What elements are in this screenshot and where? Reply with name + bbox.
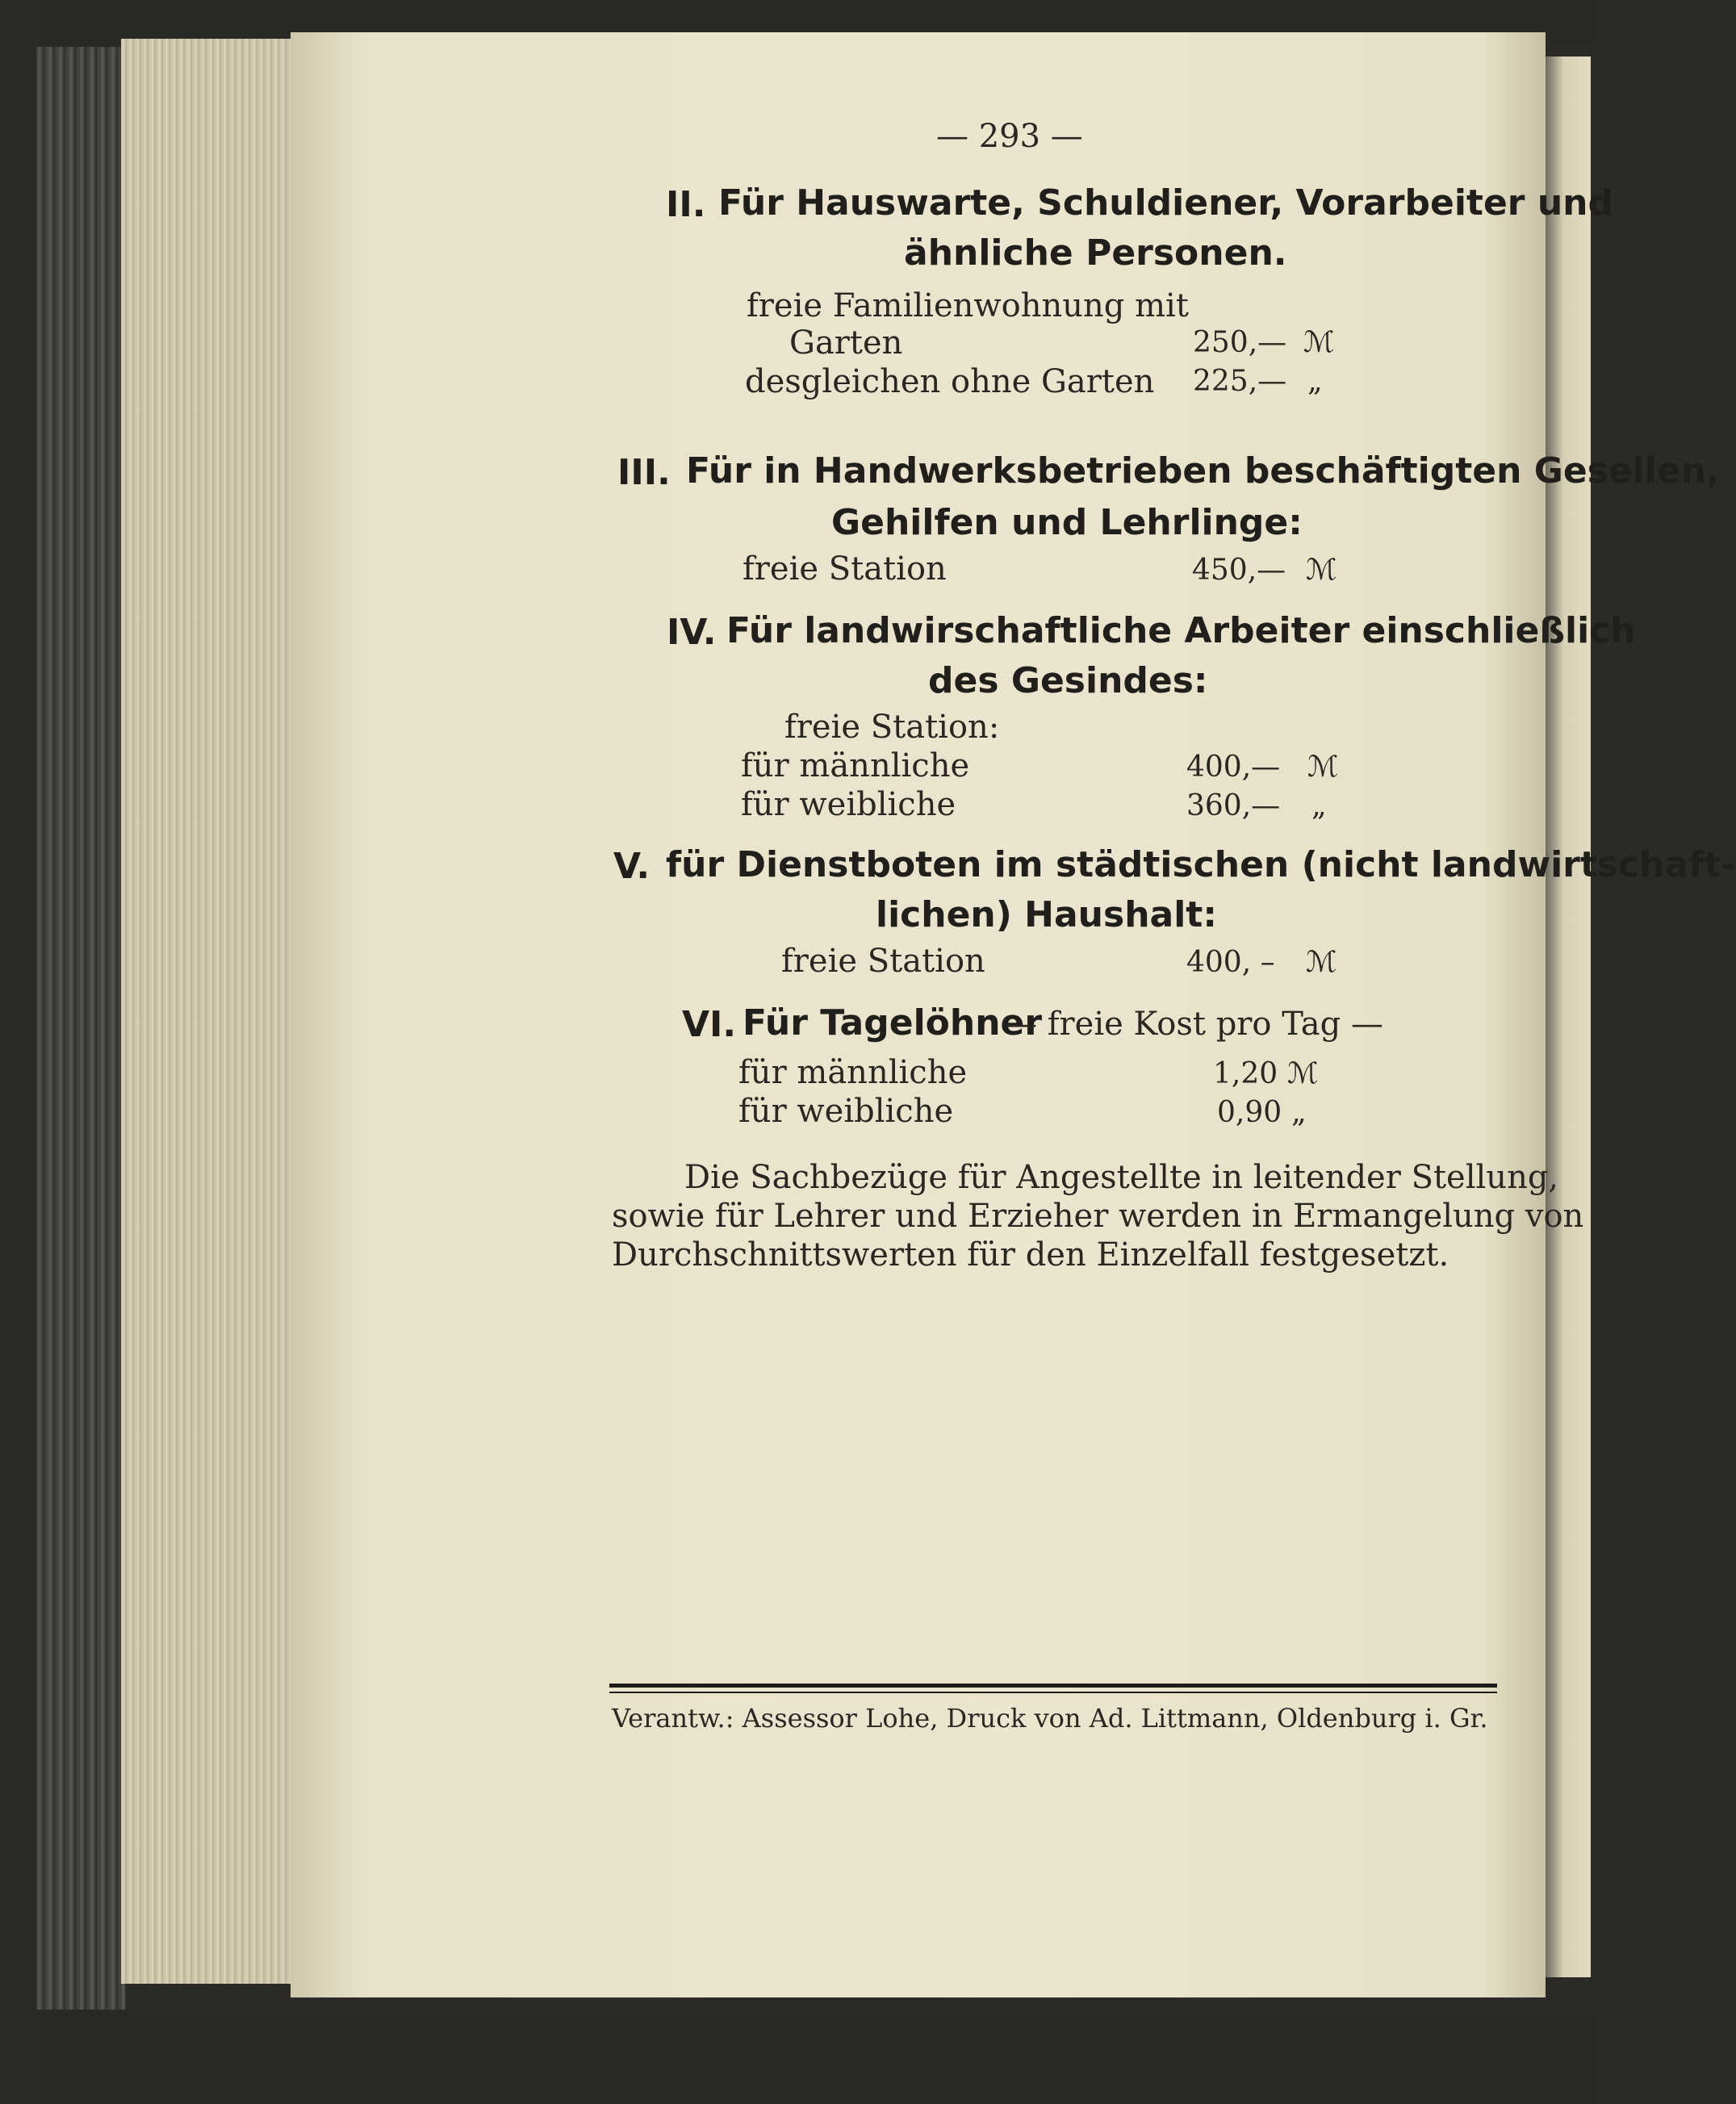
section-numeral: III. (617, 452, 671, 493)
ditto-mark: „ (1311, 789, 1327, 822)
item-amount: 0,90 (1217, 1096, 1282, 1129)
section-title-line: ähnliche Personen. (904, 232, 1287, 274)
item-label: desgleichen ohne Garten (745, 363, 1155, 400)
item-amount: 450,— (1192, 554, 1286, 587)
item-amount: 400,— (1186, 751, 1281, 784)
mark-symbol: ℳ (1306, 946, 1337, 979)
section-title-suffix: — freie Kost pro Tag — (1005, 1006, 1383, 1043)
section-numeral: VI. (682, 1004, 737, 1045)
facing-page-edge (1546, 56, 1591, 1977)
page-edges (121, 39, 315, 1984)
section-title-line: Für Tagelöhner (743, 1002, 1043, 1044)
footer-rule (609, 1684, 1497, 1688)
item-amount: 1,20 (1213, 1057, 1278, 1090)
item-label: für weibliche (741, 786, 956, 823)
mark-symbol: ℳ (1287, 1057, 1319, 1090)
item-label: für männliche (741, 747, 970, 784)
section-title-line: Für landwirschaftliche Arbeiter einschließlich (726, 610, 1636, 651)
printer-imprint: Verantw.: Assessor Lohe, Druck von Ad. Littmann, Oldenburg i. Gr. (612, 1703, 1488, 1734)
item-amount: 400, – (1186, 946, 1275, 979)
footer-rule (609, 1692, 1497, 1693)
item-amount: 360,— (1186, 789, 1281, 822)
item-label: freie Station (781, 943, 985, 980)
mark-symbol: ℳ (1306, 554, 1337, 587)
book-cover-edge (36, 0, 125, 2104)
item-amount: 225,— (1193, 365, 1287, 398)
page-number: — 293 — (936, 118, 1083, 155)
closing-paragraph-line: sowie für Lehrer und Erzieher werden in Ermangelung von (612, 1198, 1584, 1235)
book-page (291, 32, 1736, 1997)
section-title-line: Für in Handwerksbetrieben beschäftigten Gesellen, (686, 450, 1720, 491)
section-numeral: IV. (667, 612, 717, 653)
item-subhead: freie Station: (784, 709, 1000, 746)
mark-symbol: ℳ (1303, 326, 1335, 359)
section-title-line: für Dienstboten im städtischen (nicht landwirtschaft- (666, 844, 1736, 885)
section-title-line: Für Hauswarte, Schuldiener, Vorarbeiter und (718, 182, 1613, 224)
section-title-line: lichen) Haushalt: (876, 894, 1217, 935)
item-label: freie Familienwohnung mit (747, 287, 1189, 324)
ditto-mark: „ (1291, 1096, 1307, 1129)
book-cover-bottom (36, 2010, 1594, 2104)
item-label: Garten (789, 324, 903, 362)
section-numeral: II. (666, 184, 706, 225)
closing-paragraph-line: Die Sachbezüge für Angestellte in leitender Stellung, (684, 1159, 1559, 1196)
section-title-line: des Gesindes: (928, 660, 1208, 701)
section-numeral: V. (613, 846, 650, 887)
closing-paragraph-line: Durchschnittswerten für den Einzelfall festgesetzt. (612, 1236, 1449, 1274)
item-label: freie Station (743, 550, 947, 588)
section-title-line: Gehilfen und Lehrlinge: (831, 502, 1303, 543)
mark-symbol: ℳ (1307, 751, 1339, 784)
ditto-mark: „ (1307, 365, 1323, 398)
item-label: für männliche (738, 1054, 968, 1091)
item-label: für weibliche (738, 1093, 954, 1130)
item-amount: 250,— (1193, 326, 1287, 359)
